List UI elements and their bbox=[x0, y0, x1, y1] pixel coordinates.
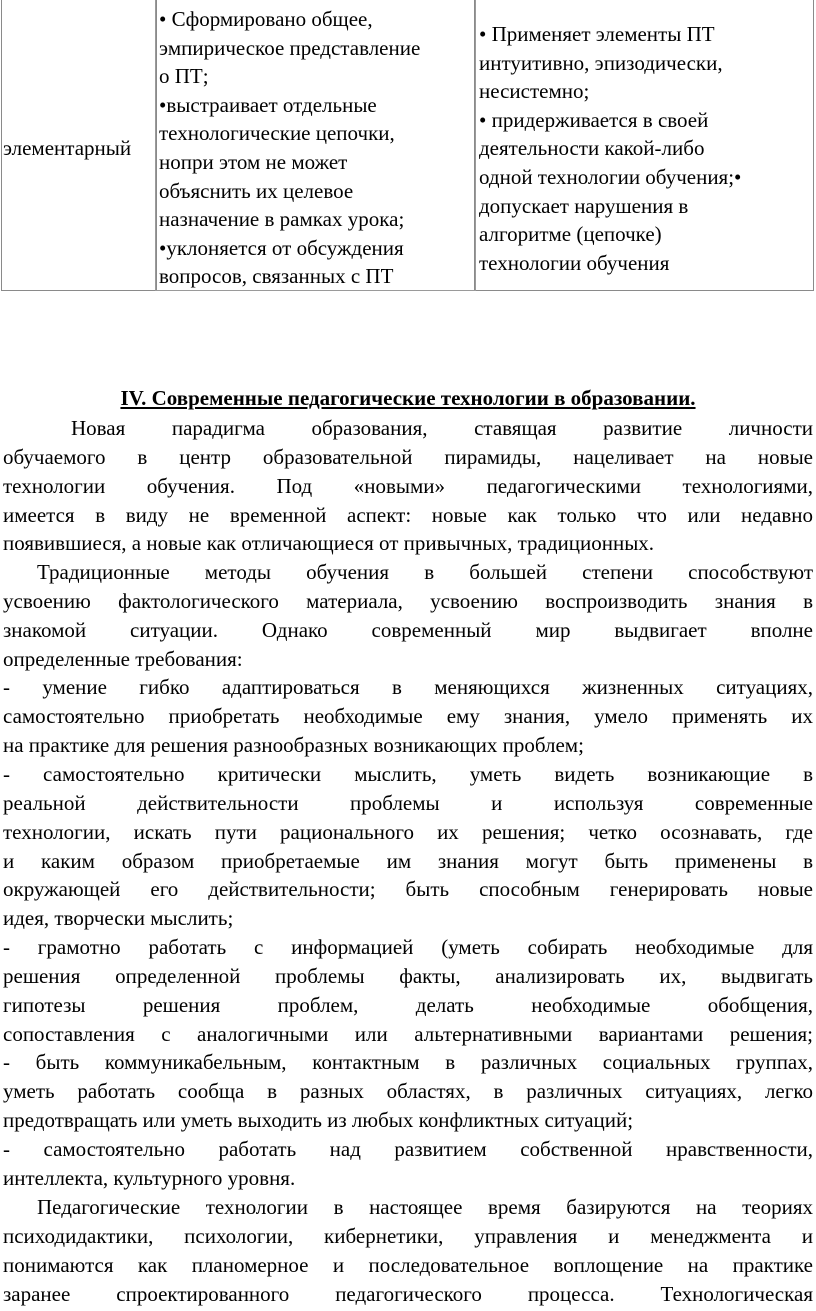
cell-line: объяснить их целевое bbox=[159, 178, 354, 203]
cell-line: •уклоняется от обсуждения bbox=[159, 235, 404, 260]
paragraph bbox=[3, 558, 813, 673]
table-cell-application bbox=[479, 20, 812, 277]
text-line: Новая парадигма образования, ставящая развитие личности bbox=[71, 416, 813, 440]
cell-line: вопросов, связанных с ПТ bbox=[159, 264, 394, 289]
cell-line: допускает нарушения в bbox=[479, 193, 689, 218]
text-line: - умение гибко адаптироваться в меняющихся жизненных ситуациях, bbox=[3, 675, 813, 699]
text-line: знакомой ситуации. Однако современный мир выдвигает вполне bbox=[3, 617, 813, 642]
text-line: технологии обучения. Под «новыми» педагогическими технологиями, bbox=[3, 473, 813, 498]
text-line: предотвращать или уметь выходить из любых конфликтных ситуаций; bbox=[3, 1107, 634, 1132]
cell-line: эмпирическое представление bbox=[159, 35, 421, 60]
cell-line: назначение в рамках урока; bbox=[159, 207, 405, 232]
text-line: имеется в виду не временной аспект: новые как только что или недавно bbox=[3, 502, 813, 527]
cell-line: • Применяет элементы ПТ bbox=[479, 22, 715, 46]
text-line: сопоставления с аналогичными или альтернативными вариантами решения; bbox=[3, 1021, 813, 1046]
text-line: Педагогические технологии в настоящее время базируются на теориях bbox=[37, 1195, 813, 1219]
cell-line: деятельности какой-либо bbox=[479, 136, 705, 161]
criteria-table bbox=[0, 0, 816, 293]
text-line: - быть коммуникабельным, контактным в различных социальных группах, bbox=[3, 1050, 813, 1074]
text-line: реальной действительности проблемы и используя современные bbox=[3, 790, 813, 815]
text-line: гипотезы решения проблем, делать необходимые обобщения, bbox=[3, 992, 813, 1017]
text-line: - грамотно работать с информацией (уметь собирать необходимые для bbox=[3, 935, 813, 959]
cell-line: • придерживается в своей bbox=[479, 107, 709, 132]
text-line: уметь работать сообща в разных областях, в различных ситуациях, легко bbox=[3, 1078, 813, 1103]
cell-line: алгоритме (цепочке) bbox=[479, 222, 662, 247]
text-line: и каким образом приобретаемые им знания могут быть применены в bbox=[3, 848, 813, 873]
text-line: понимаются как планомерное и последовательное воплощение на практике bbox=[3, 1252, 813, 1277]
paragraph bbox=[3, 673, 813, 760]
text-line: окружающей его действительности; быть способным генерировать новые bbox=[3, 877, 813, 902]
text-line: - самостоятельно критически мыслить, уметь видеть возникающие в bbox=[3, 762, 813, 786]
text-line: усвоению фактологического материала, усвоению воспроизводить знания в bbox=[3, 588, 813, 613]
text-line: технологии, искать пути рационального их решения; четко осознавать, где bbox=[3, 819, 813, 844]
text-line: заранее спроектированного педагогического процесса. Технологическая bbox=[3, 1281, 813, 1306]
text-line: интеллекта, культурного уровня. bbox=[3, 1165, 296, 1190]
cell-line: одной технологии обучения;• bbox=[479, 164, 742, 189]
text-line: психодидактики, психологии, кибернетики, управления и менеджмента и bbox=[3, 1223, 813, 1248]
text-line: самостоятельно приобретать необходимые ему знания, умело применять их bbox=[3, 703, 813, 728]
text-line: - самостоятельно работать над развитием собственной нравственности, bbox=[3, 1137, 813, 1161]
cell-line: несистемно; bbox=[479, 79, 590, 104]
cell-line: •выстраивает отдельные bbox=[159, 92, 377, 117]
table-cell-knowledge bbox=[159, 5, 472, 291]
paragraph bbox=[3, 1193, 813, 1308]
cell-line: технологические цепочки, bbox=[159, 121, 395, 146]
paragraph bbox=[3, 414, 813, 558]
text-line: решения определенной проблемы факты, анализировать их, выдвигать bbox=[3, 963, 813, 988]
text-line: появившиеся, а новые как отличающиеся от привычных, традиционных. bbox=[3, 531, 655, 556]
cell-line: о ПТ; bbox=[159, 64, 209, 89]
paragraph bbox=[3, 1135, 813, 1193]
level-label: элементарный bbox=[3, 136, 132, 160]
paragraph bbox=[3, 933, 813, 1048]
text-line: определенные требования: bbox=[3, 646, 243, 671]
paragraph bbox=[3, 760, 813, 933]
section-heading: IV. Современные педагогические технологии в образовании. bbox=[120, 386, 696, 410]
text-line: обучаемого в центр образовательной пирамиды, нацеливает на новые bbox=[3, 444, 813, 469]
text-line: Традиционные методы обучения в большей степени способствуют bbox=[37, 560, 813, 584]
text-line: идея, творчески мыслить; bbox=[3, 906, 234, 931]
cell-line: интуитивно, эпизодически, bbox=[479, 50, 723, 75]
cell-line: нопри этом не может bbox=[159, 149, 348, 174]
paragraph bbox=[3, 1048, 813, 1135]
text-line: на практике для решения разнообразных возникающих проблем; bbox=[3, 732, 584, 757]
cell-line: • Сформировано общее, bbox=[159, 7, 373, 31]
cell-line: технологии обучения bbox=[479, 250, 670, 275]
